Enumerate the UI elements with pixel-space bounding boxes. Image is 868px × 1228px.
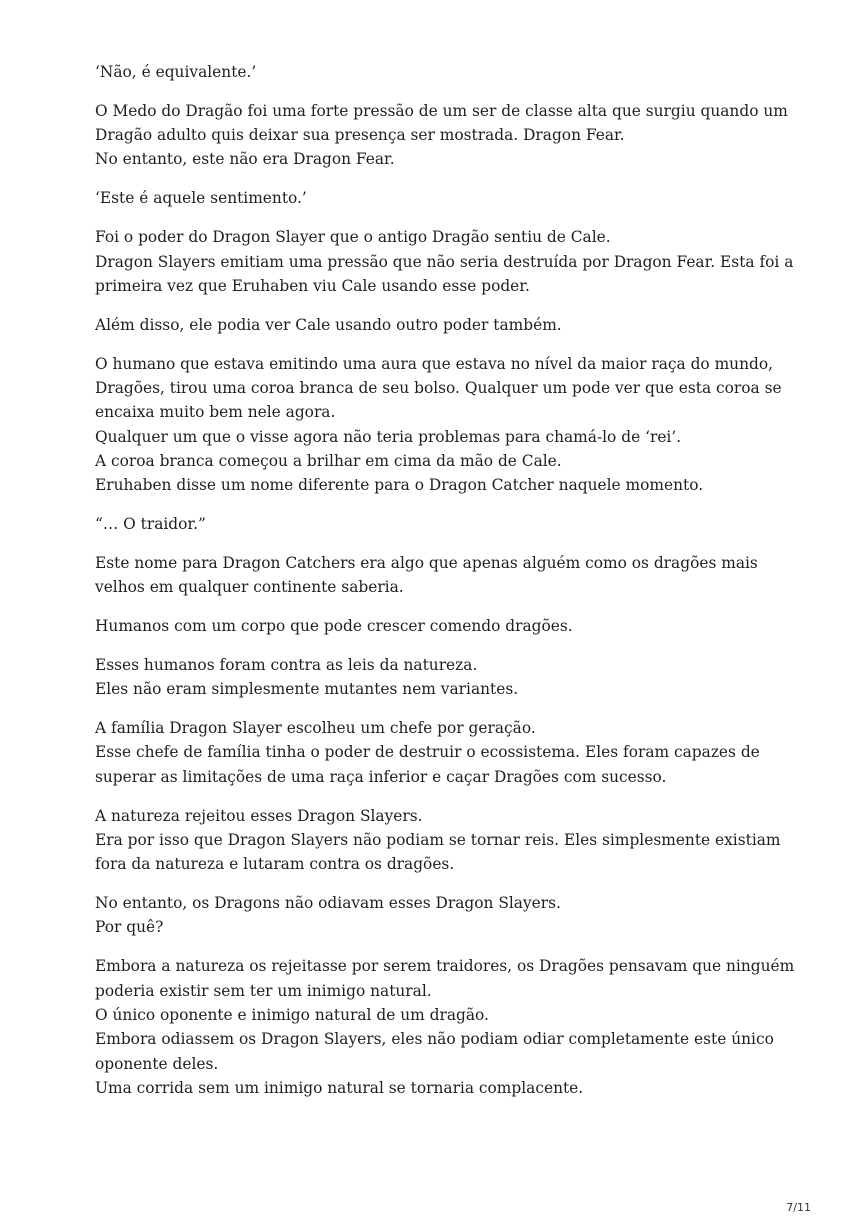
paragraph [95, 313, 795, 337]
text-line: Dragões, tirou uma coroa branca de seu bolso. Qualquer um pode ver que esta coroa se [95, 378, 782, 397]
text-line: Uma corrida sem um inimigo natural se tornaria complacente. [95, 1078, 584, 1097]
paragraph [95, 653, 795, 702]
text-line: Além disso, ele podia ver Cale usando outro poder também. [95, 315, 562, 334]
text-line: ‘Não, é equivalente.’ [95, 63, 257, 81]
text-line: oponente deles. [95, 1054, 219, 1073]
text-line: No entanto, este não era Dragon Fear. [95, 150, 395, 169]
page-number: 7/11 [786, 1201, 811, 1214]
paragraph [95, 186, 795, 210]
text-line: Eruhaben disse um nome diferente para o Dragon Catcher naquele momento. [95, 476, 704, 495]
paragraph [95, 99, 795, 172]
text-line: superar as limitações de uma raça inferior e caçar Dragões com sucesso. [95, 767, 667, 786]
text-line: Dragão adulto quis deixar sua presença ser mostrada. Dragon Fear. [95, 126, 625, 145]
paragraph [95, 716, 795, 789]
paragraph [95, 891, 795, 940]
text-line: Esses humanos foram contra as leis da natureza. [95, 655, 478, 674]
text-line: Embora odiassem os Dragon Slayers, eles não podiam odiar completamente este único [95, 1030, 774, 1049]
text-line: Qualquer um que o visse agora não teria problemas para chamá-lo de ‘rei’. [95, 427, 682, 446]
text-line: O Medo do Dragão foi uma forte pressão de um ser de classe alta que surgiu quando um [95, 101, 788, 120]
text-line: Este nome para Dragon Catchers era algo que apenas alguém como os dragões mais [95, 553, 758, 572]
paragraph [95, 804, 795, 877]
text-line: fora da natureza e lutaram contra os dragões. [95, 855, 455, 874]
text-line: Eles não eram simplesmente mutantes nem variantes. [95, 680, 519, 699]
paragraph [95, 614, 795, 638]
text-line: Dragon Slayers emitiam uma pressão que não seria destruída por Dragon Fear. Esta foi a [95, 252, 794, 271]
text-line: O único oponente e inimigo natural de um dragão. [95, 1005, 489, 1024]
text-line: Embora a natureza os rejeitasse por serem traidores, os Dragões pensavam que ninguém [95, 957, 795, 976]
text-line: Humanos com um corpo que pode crescer comendo dragões. [95, 617, 573, 636]
text-line: poderia existir sem ter um inimigo natural. [95, 981, 432, 1000]
text-line: O humano que estava emitindo uma aura que estava no nível da maior raça do mundo, [95, 354, 774, 373]
text-line: primeira vez que Eruhaben viu Cale usando esse poder. [95, 276, 530, 295]
text-line: Esse chefe de família tinha o poder de destruir o ecossistema. Eles foram capazes de [95, 743, 760, 762]
paragraph [95, 352, 795, 498]
paragraph [95, 512, 795, 536]
text-line: No entanto, os Dragons não odiavam esses Dragon Slayers. [95, 894, 561, 913]
text-line: “… O traidor.” [95, 515, 206, 534]
text-line: Era por isso que Dragon Slayers não podiam se tornar reis. Eles simplesmente existiam [95, 830, 781, 849]
text-line: ‘Este é aquele sentimento.’ [95, 189, 307, 208]
document-page [95, 60, 795, 1115]
text-line: Foi o poder do Dragon Slayer que o antigo Dragão sentiu de Cale. [95, 228, 611, 247]
text-line: Por quê? [95, 918, 164, 937]
paragraph [95, 954, 795, 1100]
text-line: A família Dragon Slayer escolheu um chefe por geração. [95, 719, 536, 738]
text-line: A natureza rejeitou esses Dragon Slayers. [95, 806, 423, 825]
text-line: encaixa muito bem nele agora. [95, 403, 336, 422]
paragraph [95, 60, 795, 84]
text-line: velhos em qualquer continente saberia. [95, 578, 404, 597]
text-line: A coroa branca começou a brilhar em cima da mão de Cale. [95, 451, 562, 470]
paragraph [95, 225, 795, 298]
paragraph [95, 551, 795, 600]
